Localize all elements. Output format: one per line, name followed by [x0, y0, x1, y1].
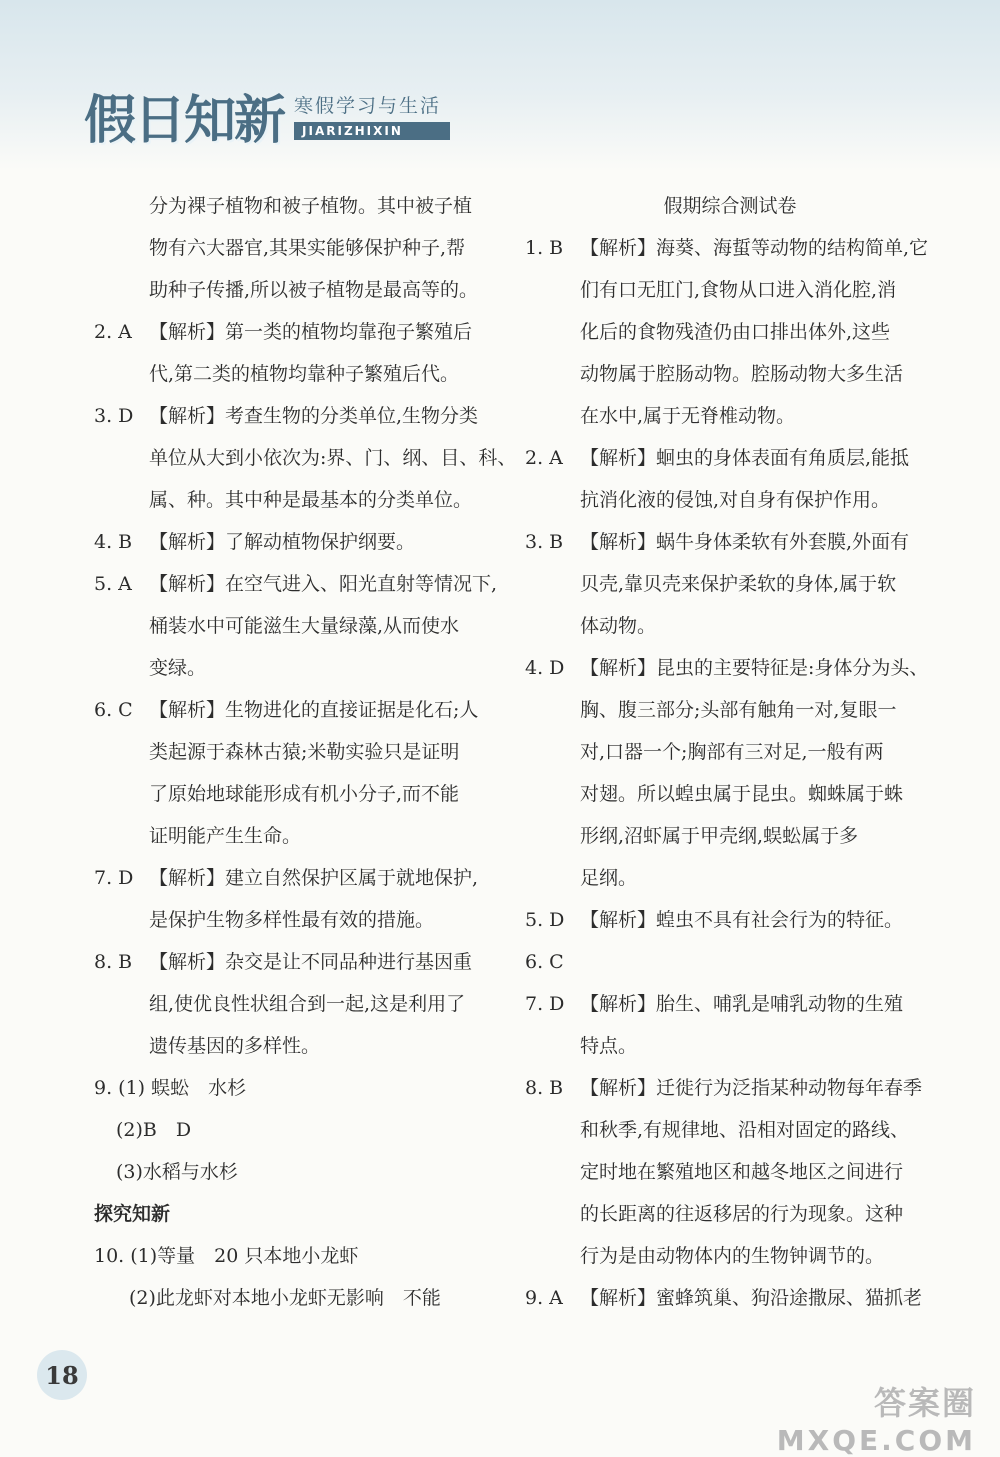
answer-item	[525, 899, 925, 941]
answer-item	[525, 437, 925, 479]
answer-number: 8. B	[94, 951, 133, 973]
right-column	[525, 185, 929, 1319]
answer-text: 行为是由动物体内的生物钟调节的。	[580, 1245, 885, 1267]
answer-number: 6. C	[525, 951, 564, 973]
answer-text: 证明能产生生命。	[149, 825, 302, 847]
answer-text: 【解析】昆虫的主要特征是:身体分为头、	[580, 657, 929, 679]
answer-item	[94, 563, 499, 605]
answer-item	[94, 941, 499, 983]
answer-number: 3. D	[94, 405, 134, 427]
answer-number: 4. D	[525, 657, 565, 679]
logo-pinyin: JIARIZHIXIN	[294, 122, 450, 140]
answer-text: 【解析】海葵、海蜇等动物的结构简单,它	[580, 237, 929, 259]
answer-text: 在水中,属于无脊椎动物。	[580, 405, 796, 427]
answer-text: 【解析】蜗牛身体柔软有外套膜,外面有	[580, 531, 910, 553]
answer-item	[525, 1067, 925, 1109]
answer-text: 【解析】蛔虫的身体表面有角质层,能抵	[580, 447, 910, 469]
answer-text: (2)此龙虾对本地小龙虾无影响 不能	[129, 1287, 441, 1309]
answer-number: 1. B	[525, 237, 564, 259]
answer-item	[525, 1277, 925, 1319]
answer-item	[94, 521, 499, 563]
answer-number: 2. A	[525, 447, 563, 469]
answer-number: 7. D	[525, 993, 565, 1015]
answer-item	[94, 395, 499, 437]
answer-text: 【解析】胎生、哺乳是哺乳动物的生殖	[580, 993, 904, 1015]
answer-text: 【解析】杂交是让不同品种进行基因重	[149, 951, 473, 973]
answer-text: 体动物。	[580, 615, 657, 637]
answer-item	[525, 941, 925, 983]
answer-number: 5. D	[525, 909, 565, 931]
watermark	[777, 1378, 976, 1457]
answer-number: 9. A	[525, 1287, 563, 1309]
answer-text: 变绿。	[149, 657, 207, 679]
answer-number: 5. A	[94, 573, 132, 595]
intro-line: 物有六大器官,其果实能够保护种子,帮	[149, 237, 466, 259]
answer-text: 化后的食物残渣仍由口排出体外,这些	[580, 321, 891, 343]
intro-line: 分为裸子植物和被子植物。其中被子植	[149, 195, 473, 217]
answer-item	[525, 521, 925, 563]
answer-item	[525, 227, 929, 269]
answer-text: 胸、腹三部分;头部有触角一对,复眼一	[580, 699, 897, 721]
answer-number: 2. A	[94, 321, 132, 343]
answer-text: 定时地在繁殖地区和越冬地区之间进行	[580, 1161, 904, 1183]
answer-text: 属、种。其中种是最基本的分类单位。	[149, 489, 473, 511]
answer-item	[94, 311, 499, 353]
answer-text: 【解析】建立自然保护区属于就地保护,	[149, 867, 479, 889]
left-column	[94, 185, 517, 1319]
answer-text: 贝壳,靠贝壳来保护柔软的身体,属于软	[580, 573, 897, 595]
answer-text: 的长距离的往返移居的行为现象。这种	[580, 1203, 904, 1225]
answer-text: 对翅。所以蝗虫属于昆虫。蜘蛛属于蛛	[580, 783, 904, 805]
answer-text: 了原始地球能形成有机小分子,而不能	[149, 783, 460, 805]
watermark-text: 答案圈	[873, 1384, 976, 1422]
answer-text: 代,第二类的植物均靠种子繁殖后代。	[149, 363, 460, 385]
answer-text: 单位从大到小依次为:界、门、纲、目、科、	[149, 447, 517, 469]
answer-number: 8. B	[525, 1077, 564, 1099]
watermark-url: MXQE.COM	[776, 1424, 976, 1457]
answer-text: 抗消化液的侵蚀,对自身有保护作用。	[580, 489, 891, 511]
answer-text: 【解析】第一类的植物均靠孢子繁殖后	[149, 321, 473, 343]
answer-text: 和秋季,有规律地、沿相对固定的路线、	[580, 1119, 910, 1141]
answer-text: 组,使优良性状组合到一起,这是利用了	[149, 993, 466, 1015]
answer-number: 3. B	[525, 531, 564, 553]
page-number: 18	[37, 1350, 87, 1400]
series-logo	[84, 78, 450, 153]
intro-line: 助种子传播,所以被子植物是最高等的。	[149, 279, 479, 301]
answer-text: 形纲,沼虾属于甲壳纲,蜈蚣属于多	[580, 825, 859, 847]
answer-text: 【解析】迁徙行为泛指某种动物每年春季	[580, 1077, 923, 1099]
answer-text: 类起源于森林古猿;米勒实验只是证明	[149, 741, 460, 763]
answer-item	[525, 647, 929, 689]
answer-text: 【解析】了解动植物保护纲要。	[149, 531, 416, 553]
answer-text: 遗传基因的多样性。	[149, 1035, 321, 1057]
answer-text: 桶装水中可能滋生大量绿藻,从而使水	[149, 615, 460, 637]
answer-text: 特点。	[580, 1035, 638, 1057]
answer-text: 足纲。	[580, 867, 638, 889]
answer-number: 4. B	[94, 531, 133, 553]
logo-title: 假日知新	[84, 91, 285, 151]
answer-text: 【解析】生物进化的直接证据是化石;人	[149, 699, 479, 721]
answer-text: 【解析】蝗虫不具有社会行为的特征。	[580, 909, 904, 931]
logo-subtitle: 寒假学习与生活	[294, 95, 442, 117]
answer-number: 7. D	[94, 867, 134, 889]
answer-text: (2)B D	[116, 1119, 192, 1141]
answer-item	[94, 857, 499, 899]
section-title: 探究知新	[94, 1203, 171, 1225]
answer-number: 6. C	[94, 699, 133, 721]
answer-text: 10. (1)等量 20 只本地小龙虾	[94, 1245, 359, 1267]
answer-text: 对,口器一个;胸部有三对足,一般有两	[580, 741, 884, 763]
answer-text: 【解析】蜜蜂筑巢、狗沿途撒尿、猫抓老	[580, 1287, 923, 1309]
answer-text: 动物属于腔肠动物。腔肠动物大多生活	[580, 363, 904, 385]
answer-text: 是保护生物多样性最有效的措施。	[149, 909, 435, 931]
section-title: 假期综合测试卷	[663, 195, 797, 217]
answer-text: 们有口无肛门,食物从口进入消化腔,消	[580, 279, 897, 301]
answer-text: 【解析】在空气进入、阳光直射等情况下,	[149, 573, 498, 595]
answer-text: 9. (1) 蜈蚣 水杉	[94, 1077, 247, 1099]
answer-item	[94, 689, 499, 731]
answer-item	[525, 983, 925, 1025]
answer-text: 【解析】考查生物的分类单位,生物分类	[149, 405, 479, 427]
answer-text: (3)水稻与水杉	[116, 1161, 238, 1183]
